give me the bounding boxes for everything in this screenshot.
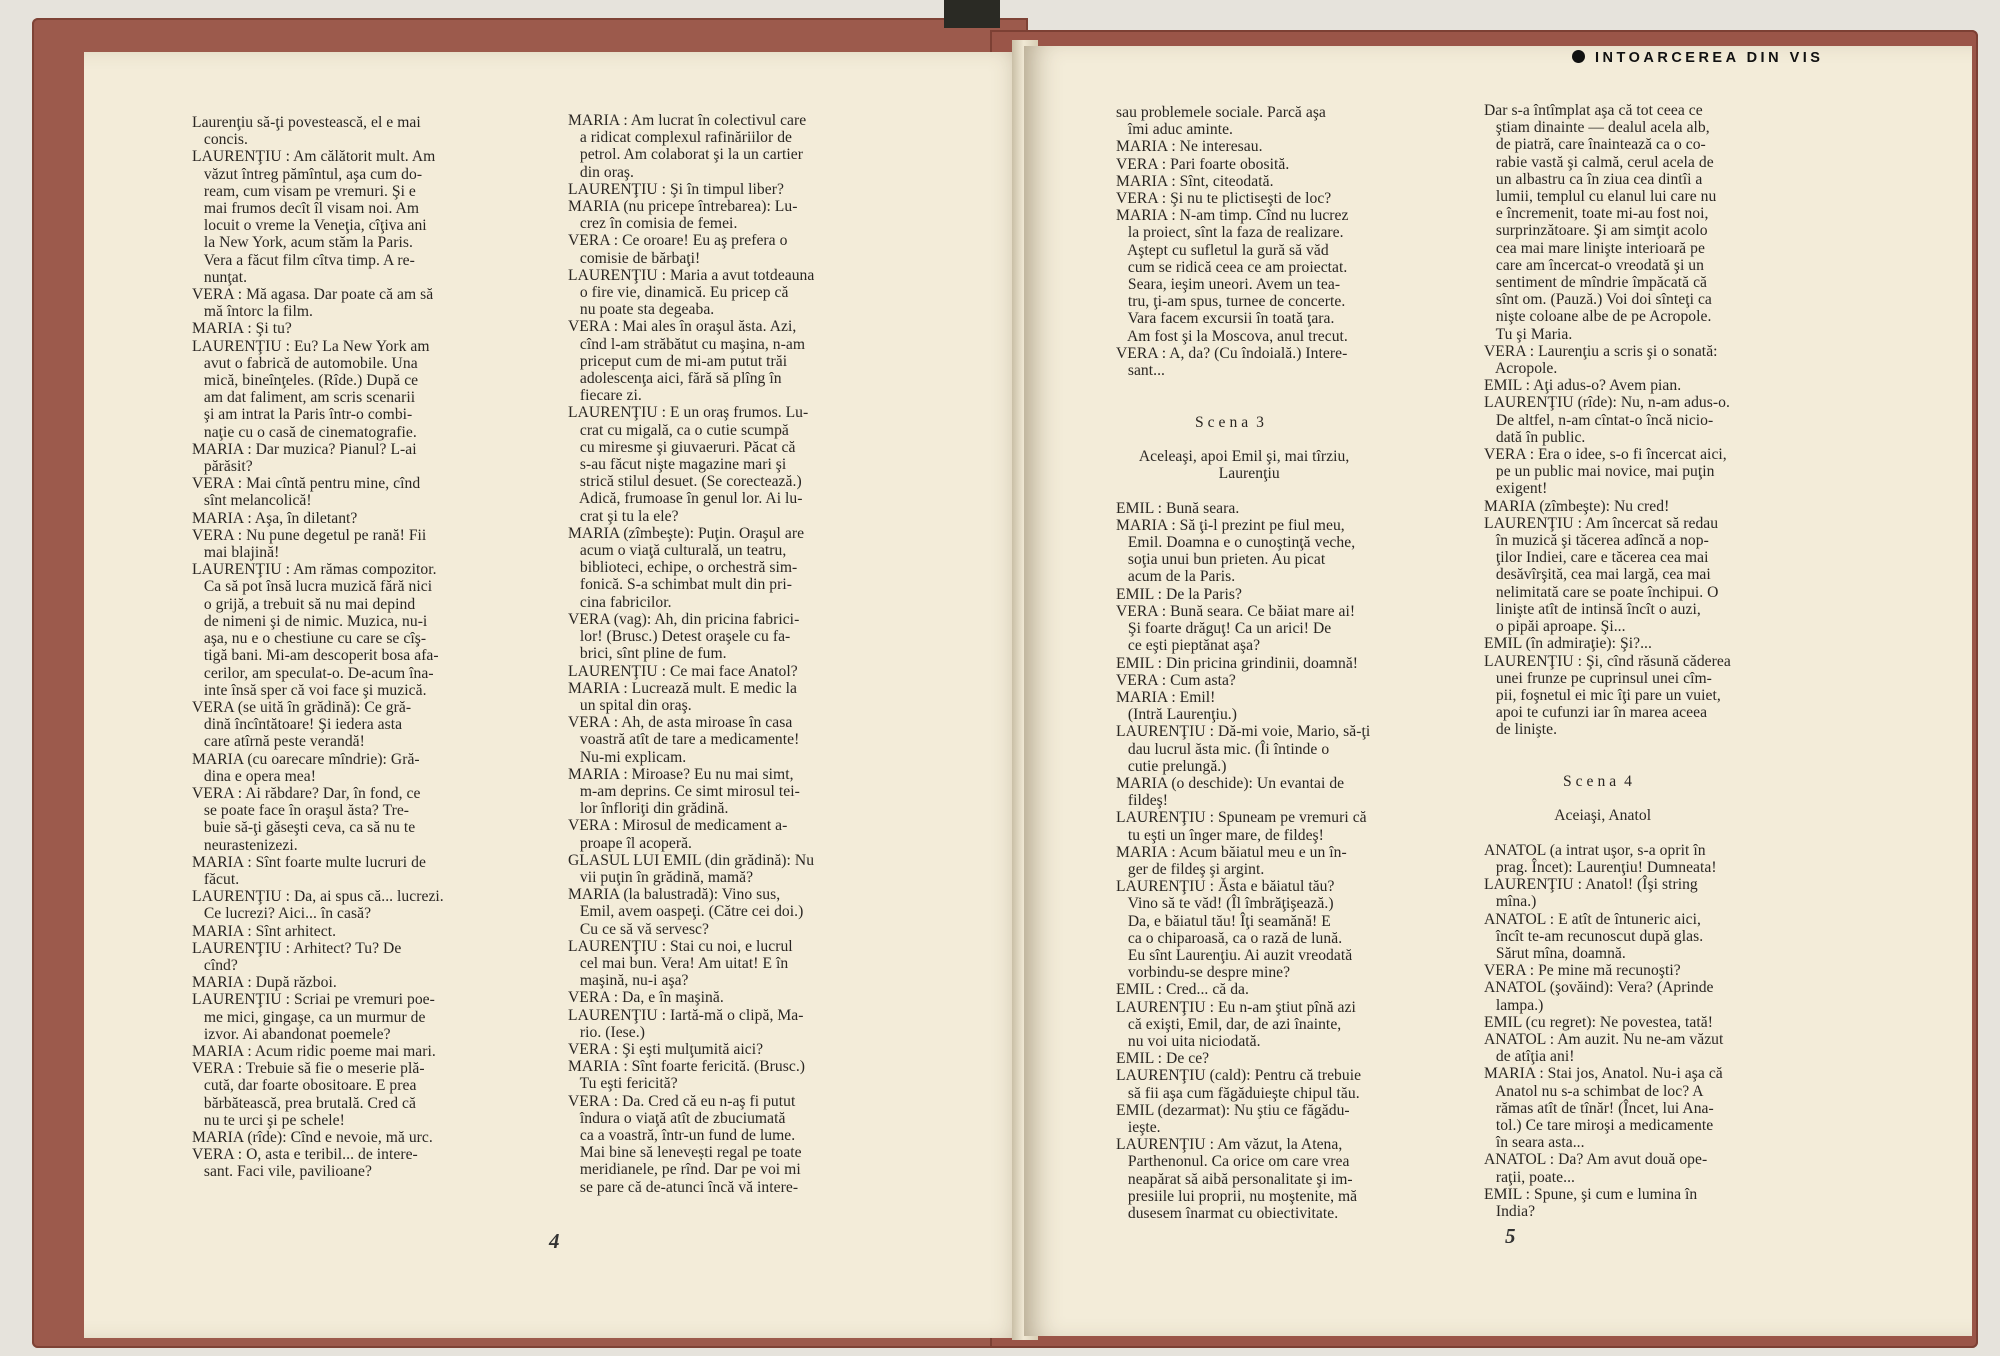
right-page: [1024, 46, 1972, 1336]
right-page-number: 5: [1505, 1224, 1516, 1248]
book-spine-edge: [944, 0, 1000, 28]
left-page: [84, 52, 1030, 1338]
right-page-column-1: sau problemele sociale. Parcă aşa îmi aduc aminte. MARIA : Ne interesau. VERA : Pari foarte obosită. MARIA : Sînt, citeodată. VERA : Şi nu te plictiseşti de loc? MARIA : N-am timp. Cînd nu lucrez la proiect, sînt la faza de realizare. Aştept cu sufletul la gură să văd cum se ridică ceea ce am proiectat. Seara, ieşim uneori. Avem un tea- tru, ţi-am spus, turnee de concerte. Vara facem excursii în toată ţara. Am fost şi la Moscova, anul trecut. VERA : A, da? (Cu îndoială.) Intere- sant... S c e n a 3 Aceleaşi, apoi Emil şi, mai tîrziu, Laurenţiu EMIL : Bună seara. MARIA : Să ţi-l prezint pe fiul meu, Emil. Doamna e o cunoştinţă veche, soţia unui bun prieten. Au picat acum de la Paris. EMIL : De la Paris? VERA : Bună seara. Ce băiat mare ai! Şi foarte drăguţ! Ca un arici! De ce eşti pieptănat aşa? EMIL : Din pricina grindinii, doamnă! VERA : Cum asta? MARIA : Emil! (Intră Laurenţiu.) LAURENŢIU : Dă-mi voie, Mario, să-ţi dau lucrul ăsta mic. (Îi întinde o cutie prelungă.) MARIA (o deschide): Un evantai de fildeş! LAURENŢIU : Spuneam pe vremuri că tu eşti un înger mare, de fildeş! MARIA : Acum băiatul meu e un în- ger de fildeş şi argint. LAURENŢIU : Ăsta e băiatul tău? Vino să te văd! (Îl îmbrăţişează.) Da, e băiatul tău! Îţi seamănă! E ca o chiparoasă, ca o rază de lună. Eu sînt Laurenţiu. Ai auzit vreodată vorbindu-se despre mine? EMIL : Cred... că da. LAURENŢIU : Eu n-am ştiut pînă azi că exişti, Emil, dar, de azi înainte, nu voi uita niciodată. EMIL : De ce? LAURENŢIU (cald): Pentru că trebuie să fii aşa cum făgăduieşte chipul tău. EMIL (dezarmat): Nu ştiu ce făgădu- ieşte. LAURENŢIU : Am văzut, la Atena, Parthenonul. Ca orice om care vrea neapărat să aibă personalitate şi im- presiile lui proprii, nu moştenite, mă dusesem înarmat cu obiectivitate.: [1116, 104, 1371, 1222]
left-page-number: 4: [549, 1229, 560, 1253]
right-page-column-2: Dar s-a întîmplat aşa că tot ceea ce ştiam dinainte — dealul acela alb, de piatră, care înaintează ca o co- rabie vastă şi calmă, cerul acela de un albastru ca în ziua cea dintîi a lumii, templul cu elanul lui care nu e încremenit, toate mi-au fost noi, surprinzătoare. Şi am simţit acolo cea mai mare linişte interioară pe care am încercat-o vreodată şi un sentiment de mîndrie împăcată că sînt om. (Pauză.) Voi doi sînteţi ca nişte coloane albe de pe Acropole. Tu şi Maria. VERA : Laurenţiu a scris şi o sonată: Acropole. EMIL : Aţi adus-o? Avem pian. LAURENŢIU (rîde): Nu, n-am adus-o. De altfel, n-am cîntat-o încă nicio- dată în public. VERA : Era o idee, s-o fi încercat aici, pe un public mai novice, mai puţin exigent! MARIA (zîmbeşte): Nu cred! LAURENŢIU : Am încercat să redau în muzică şi tăcerea adîncă a nop- ţilor Indiei, care e tăcerea cea mai desăvîrşită, cea mai largă, cea mai nelimitată care se poate închipui. O linişte atît de intinsă încît o auzi, o pipăi aproape. Şi... EMIL (în admiraţie): Şi?... LAURENŢIU : Şi, cînd răsună căderea unei frunze pe cuprinsul unei cîm- pii, foşnetul ei mic îţi pare un vuiet, apoi te cufunzi iar în marea aceea de linişte. S c e n a 4 Aceiaşi, Anatol ANATOL (a intrat uşor, s-a oprit în prag. Încet): Laurenţiu! Dumneata! LAURENŢIU : Anatol! (Îşi string mîna.) ANATOL : E atît de întuneric aici, încît te-am recunoscut după glas. Sărut mîna, doamnă. VERA : Pe mine mă recunoşti? ANATOL (şovăind): Vera? (Aprinde lampa.) EMIL (cu regret): Ne povestea, tată! ANATOL : Am auzit. Nu ne-am văzut de atîţia ani! MARIA : Stai jos, Anatol. Nu-i aşa că Anatol nu s-a schimbat de loc? A rămas atît de tînăr! (Încet, lui Ana- tol.) Ce tare miroşi a medicamente în seara asta... ANATOL : Da? Am avut două ope- raţii, poate... EMIL : Spune, şi cum e lumina în India?: [1484, 102, 1731, 1220]
left-page-column-2: MARIA : Am lucrat în colectivul care a ridicat complexul rafinăriilor de petrol. Am colaborat şi la un cartier din oraş. LAURENŢIU : Şi în timpul liber? MARIA (nu pricepe întrebarea): Lu- crez în comisia de femei. VERA : Ce oroare! Eu aş prefera o comisie de bărbaţi! LAURENŢIU : Maria a avut totdeauna o fire vie, dinamică. Eu pricep că nu poate sta degeaba. VERA : Mai ales în oraşul ăsta. Azi, cînd l-am străbătut cu maşina, n-am priceput cum de mi-am putut trăi adolescenţa aici, fără să plîng în fiecare zi. LAURENŢIU : E un oraş frumos. Lu- crat cu migală, ca o cutie scumpă cu miresme şi giuvaeruri. Păcat că s-au făcut nişte magazine mari şi strică stilul desuet. (Se corectează.) Adică, frumoase în genul lor. Ai lu- crat şi tu la ele? MARIA (zîmbeşte): Puţin. Oraşul are acum o viaţă culturală, un teatru, biblioteci, echipe, o orchestră sim- fonică. S-a schimbat mult din pri- cina fabricilor. VERA (vag): Ah, din pricina fabrici- lor! (Brusc.) Detest oraşele cu fa- brici, sînt pline de fum. LAURENŢIU : Ce mai face Anatol? MARIA : Lucrează mult. E medic la un spital din oraş. VERA : Ah, de asta miroase în casa voastră atît de tare a medicamente! Nu-mi explicam. MARIA : Miroase? Eu nu mai simt, m-am deprins. Ce simt mirosul tei- lor înfloriţi din grădină. VERA : Mirosul de medicament a- proape îl acoperă. GLASUL LUI EMIL (din grădină): Nu vii puţin în grădină, mamă? MARIA (la balustradă): Vino sus, Emil, avem oaspeţi. (Către cei doi.) Cu ce să vă servesc? LAURENŢIU : Stai cu noi, e lucrul cel mai bun. Vera! Am uitat! E în maşină, nu-i aşa? VERA : Da, e în maşină. LAURENŢIU : Iartă-mă o clipă, Ma- rio. (Iese.) VERA : Şi eşti mulţumită aici? MARIA : Sînt foarte fericită. (Brusc.) Tu eşti fericită? VERA : Da. Cred că eu n-aş fi putut îndura o viaţă atît de zbuciumată ca a voastră, într-un fund de lume. Mai bine să lenevești regal pe toate meridianele, pe rînd. Dar pe voi mi se pare că de-atunci încă vă intere-: [568, 112, 815, 1196]
left-page-column-1: Laurenţiu să-ţi povestească, el e mai concis. LAURENŢIU : Am călătorit mult. Am văzut întreg pămîntul, aşa cum do- ream, cum visam pe vremuri. Şi e mai frumos decît îl visam noi. Am locuit o vreme la Veneţia, cîţiva ani la New York, acum stăm la Paris. Vera a făcut film cîtva timp. A re- nunţat. VERA : Mă agasa. Dar poate că am să mă întorc la film. MARIA : Şi tu? LAURENŢIU : Eu? La New York am avut o fabrică de automobile. Una mică, bineînţeles. (Rîde.) După ce am dat faliment, am scris scenarii şi am intrat la Paris într-o combi- naţie cu o casă de cinematografie. MARIA : Dar muzica? Pianul? L-ai părăsit? VERA : Mai cîntă pentru mine, cînd sînt melancolică! MARIA : Aşa, în diletant? VERA : Nu pune degetul pe rană! Fii mai blajină! LAURENŢIU : Am rămas compozitor. Ca să pot însă lucra muzică fără nici o grijă, a trebuit să nu mai depind de nimeni şi de nimic. Muzica, nu-i aşa, nu e o chestiune cu care se cîş- tigă bani. Mi-am descoperit bosa afa- cerilor, am speculat-o. De-acum îna- inte însă sper că voi face şi muzică. VERA (se uită în grădină): Ce gră- dină încîntătoare! Şi iedera asta care atîrnă peste verandă! MARIA (cu oarecare mîndrie): Gră- dina e opera mea! VERA : Ai răbdare? Dar, în fond, ce se poate face în oraşul ăsta? Tre- buie să-ţi găseşti ceva, ca să nu te neurastenizezi. MARIA : Sînt foarte multe lucruri de făcut. LAURENŢIU : Da, ai spus că... lucrezi. Ce lucrezi? Aici... în casă? MARIA : Sînt arhitect. LAURENŢIU : Arhitect? Tu? De cînd? MARIA : După război. LAURENŢIU : Scriai pe vremuri poe- me mici, gingaşe, ca un murmur de izvor. Ai abandonat poemele? MARIA : Acum ridic poeme mai mari. VERA : Trebuie să fie o meserie plă- cută, dar foarte obositoare. E prea bărbătească, prea brutală. Cred că nu te urci şi pe schele! MARIA (rîde): Cînd e nevoie, mă urc. VERA : O, asta e teribil... de intere- sant. Faci vile, pavilioane?: [192, 114, 444, 1181]
running-header: [1572, 50, 1823, 70]
bullet-icon: [1572, 50, 1585, 63]
running-header-title: INTOARCEREA DIN VIS: [1595, 50, 1824, 66]
